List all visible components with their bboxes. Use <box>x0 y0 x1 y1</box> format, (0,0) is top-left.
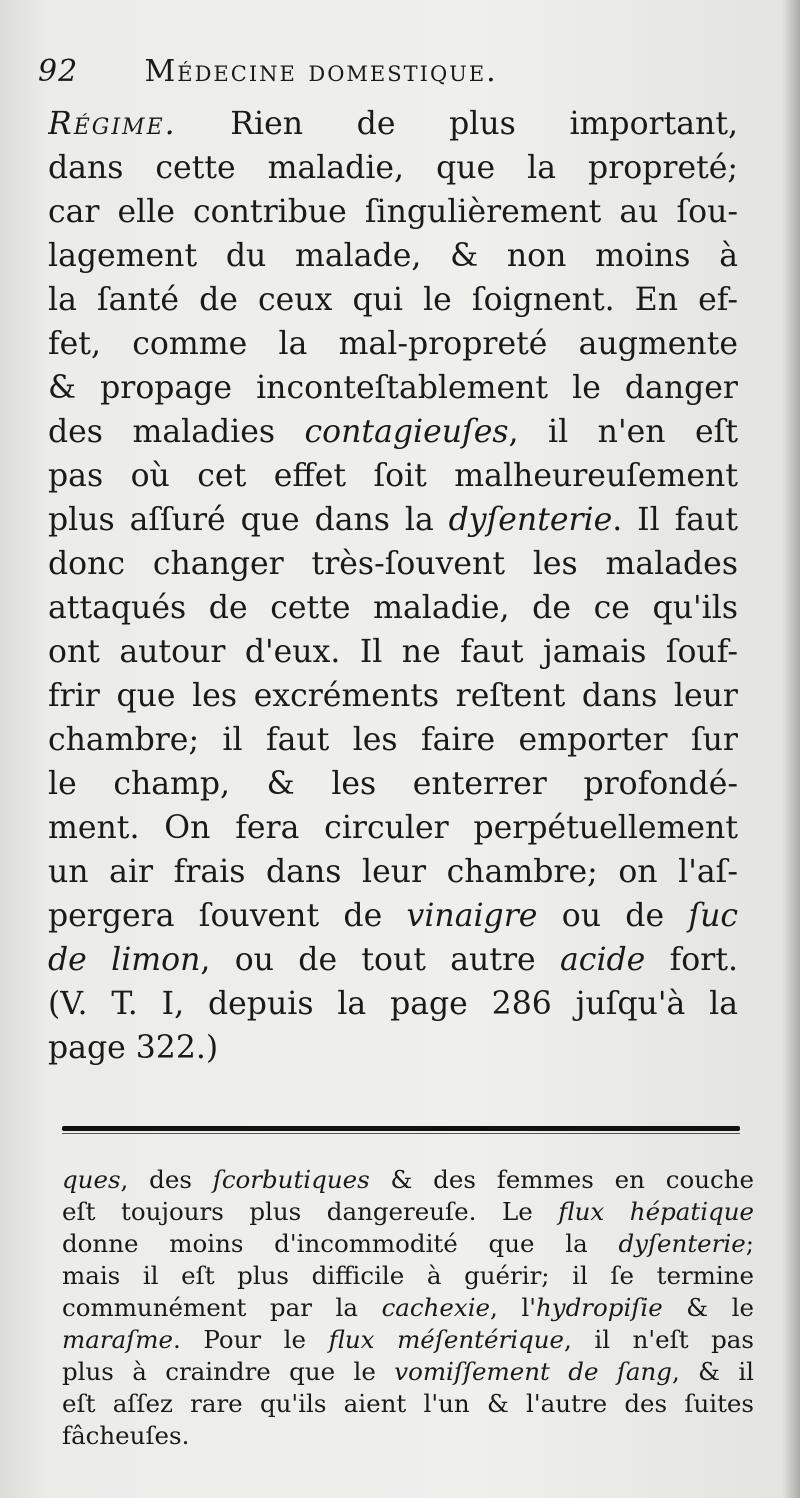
body-line <box>48 982 738 1026</box>
text-segment: flux méſentérique <box>328 1325 565 1354</box>
text-segment: car elle contribue ſingulièrement au ſou- <box>48 194 738 230</box>
text-segment: le champ, & les enterrer profondé- <box>48 766 738 802</box>
text-segment: , il n'en eſt <box>508 414 738 450</box>
body-line <box>48 366 738 410</box>
running-title: Médecine domestique. <box>144 54 498 89</box>
body-line <box>48 586 738 630</box>
text-segment: eſt aſſez rare qu'ils aient l'un & l'autre des ſuites <box>62 1389 754 1418</box>
footnote-line <box>62 1260 754 1292</box>
text-segment: dans cette maladie, que la propreté; <box>48 150 738 186</box>
text-segment: chambre; il faut les faire emporter ſur <box>48 722 738 758</box>
body-line <box>48 762 738 806</box>
text-segment: ſuc <box>688 898 738 934</box>
body-line <box>48 146 738 190</box>
text-segment: ont autour d'eux. Il ne faut jamais ſouf- <box>48 634 738 670</box>
text-segment: , l' <box>490 1293 536 1322</box>
text-segment: attaqués de cette maladie, de ce qu'ils <box>48 590 738 626</box>
text-segment: Rien de plus important, <box>176 106 738 142</box>
text-segment: des maladies <box>48 414 305 450</box>
body-line <box>48 498 738 542</box>
text-segment: vomiſſement de ſang <box>394 1357 672 1386</box>
text-segment: ; <box>745 1229 754 1258</box>
text-segment: communément par la <box>62 1293 382 1322</box>
page-number: 92 <box>38 54 79 89</box>
text-segment: vinaigre <box>406 898 538 934</box>
text-segment: pergera ſouvent de <box>48 898 407 934</box>
text-segment: Régime. <box>48 106 177 142</box>
text-segment: . Pour le <box>172 1325 329 1354</box>
text-segment: . Il faut <box>612 502 738 538</box>
text-segment: frir que les excréments reſtent dans leur <box>48 678 738 714</box>
body-line <box>48 102 738 146</box>
body-line <box>48 454 738 498</box>
body-line <box>48 718 738 762</box>
text-segment: , & il <box>671 1357 754 1386</box>
footnote-line <box>62 1388 754 1420</box>
text-segment: (V. T. I, depuis la page 286 juſqu'à la <box>48 986 738 1022</box>
text-segment: eſt toujours plus dangereuſe. Le <box>62 1197 559 1226</box>
footnote-text <box>62 1164 754 1452</box>
text-segment: dyſenterie <box>618 1229 746 1258</box>
body-line <box>48 806 738 850</box>
text-segment: flux hépatique <box>558 1197 754 1226</box>
body-line <box>48 278 738 322</box>
text-segment: ſcorbutiques <box>212 1165 370 1194</box>
running-header <box>38 54 758 102</box>
text-segment: , ou de tout autre <box>200 942 561 978</box>
text-segment: acide <box>560 942 646 978</box>
text-segment: donc changer très-ſouvent les malades <box>48 546 738 582</box>
body-line <box>48 850 738 894</box>
body-line <box>48 674 738 718</box>
footnote-rule <box>62 1126 740 1131</box>
text-segment: fet, comme la mal-propreté augmente <box>48 326 738 362</box>
footnote-line <box>62 1356 754 1388</box>
text-segment: plus aſſuré que dans la <box>48 502 449 538</box>
text-segment: & le <box>662 1293 754 1322</box>
text-segment: ou de <box>537 898 689 934</box>
text-segment: un air frais dans leur chambre; on l'aſ- <box>48 854 738 890</box>
text-segment: mais il eſt plus difficile à guérir; il ſe termine <box>62 1261 754 1290</box>
footnote-line <box>62 1196 754 1228</box>
text-segment: pas où cet effet ſoit malheureuſement <box>48 458 738 494</box>
text-segment: donne moins d'incommodité que la <box>62 1229 619 1258</box>
body-line <box>48 630 738 674</box>
page-edge-shadow <box>782 0 800 1498</box>
text-segment: la ſanté de ceux qui le ſoignent. En ef- <box>48 282 738 318</box>
body-line <box>48 410 738 454</box>
body-line <box>48 938 738 982</box>
body-line <box>48 322 738 366</box>
footnote-line <box>62 1164 754 1196</box>
footnote-line <box>62 1324 754 1356</box>
text-segment: , il n'eſt pas <box>564 1325 754 1354</box>
main-text <box>48 102 738 1070</box>
text-segment: & propage inconteſtablement le danger <box>48 370 738 406</box>
text-segment: fort. <box>645 942 738 978</box>
body-line <box>48 894 738 938</box>
body-line <box>48 190 738 234</box>
footnote-line <box>62 1292 754 1324</box>
footnote-line <box>62 1420 754 1452</box>
text-segment: dyſenterie <box>448 502 613 538</box>
text-segment: hydropiſie <box>536 1293 663 1322</box>
text-segment: ques <box>62 1165 121 1194</box>
text-segment: ment. On fera circuler perpétuellement <box>48 810 738 846</box>
text-segment: , des <box>120 1165 213 1194</box>
text-segment: contagieuſes <box>304 414 509 450</box>
text-segment: cachexie <box>381 1293 491 1322</box>
body-line <box>48 542 738 586</box>
body-line <box>48 234 738 278</box>
body-line <box>48 1026 738 1070</box>
text-segment: maraſme <box>62 1325 173 1354</box>
text-segment: de limon <box>48 942 201 978</box>
text-segment: & des femmes en couche <box>369 1165 754 1194</box>
text-segment: lagement du malade, & non moins à <box>48 238 738 274</box>
text-segment: page 322.) <box>48 1030 219 1066</box>
text-segment: fâcheuſes. <box>62 1421 190 1450</box>
footnote-line <box>62 1228 754 1260</box>
text-segment: plus à craindre que le <box>62 1357 395 1386</box>
